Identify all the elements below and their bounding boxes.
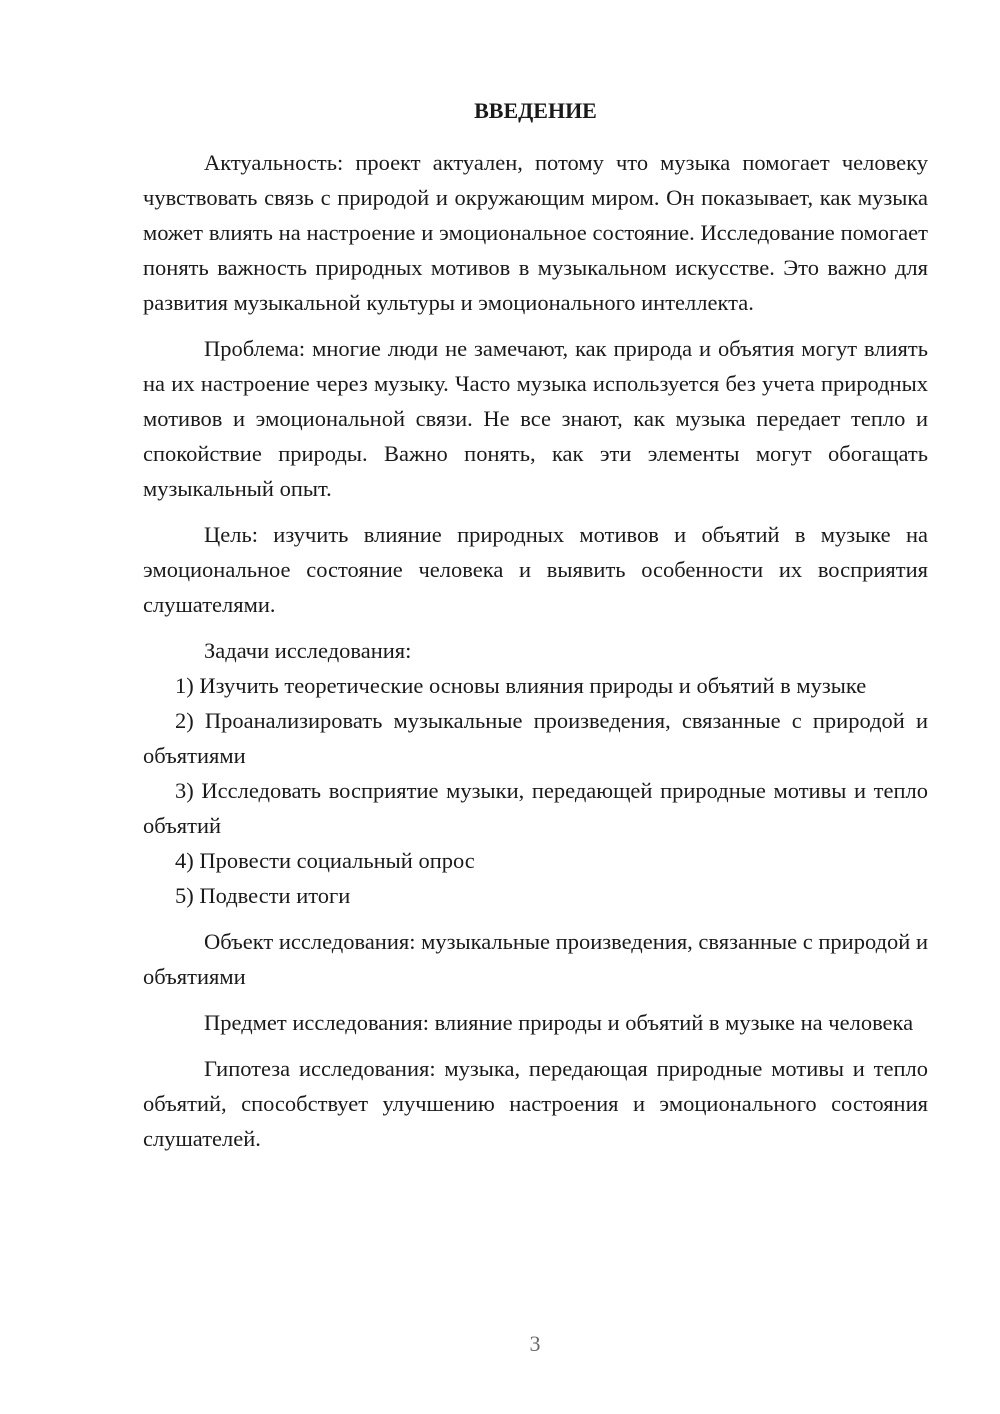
task-item-1: 1) Изучить теоретические основы влияния природы и объятий в музыке xyxy=(175,673,867,698)
paragraph-object: Объект исследования: музыкальные произведения, связанные с природой и объятиями xyxy=(143,929,928,989)
page-number: 3 xyxy=(529,1331,541,1356)
paragraph-problem: Проблема: многие люди не замечают, как природа и объятия могут влиять на их настроение через музыку. Часто музыка используется без учета природных мотивов и эмоциональной связи. Не все знают, как музыка передает тепло и спокойствие природы. Важно понять, как эти элементы могут обогащать музыкальный опыт. xyxy=(143,336,928,501)
task-item-5: 5) Подвести итоги xyxy=(175,883,351,908)
paragraph-subject: Предмет исследования: влияние природы и объятий в музыке на человека xyxy=(204,1010,914,1035)
task-item-3: 3) Исследовать восприятие музыки, передающей природные мотивы и тепло объятий xyxy=(143,778,928,838)
paragraph-goal: Цель: изучить влияние природных мотивов и объятий в музыке на эмоциональное состояние человека и выявить особенности их восприятия слушателями. xyxy=(143,522,928,617)
paragraph-relevance: Актуальность: проект актуален, потому что музыка помогает человеку чувствовать связь с природой и окружающим миром. Он показывает, как музыка может влиять на настроение и эмоциональное состояние. Исследование помогает понять важность природных мотивов в музыкальном искусстве. Это важно для развития музыкальной культуры и эмоционального интеллекта. xyxy=(143,150,928,315)
task-item-4: 4) Провести социальный опрос xyxy=(175,848,475,873)
page-title: ВВЕДЕНИЕ xyxy=(474,98,597,123)
tasks-heading: Задачи исследования: xyxy=(204,638,412,663)
task-item-2: 2) Проанализировать музыкальные произведения, связанные с природой и объятиями xyxy=(143,708,928,768)
document-page xyxy=(143,96,928,1156)
paragraph-hypothesis: Гипотеза исследования: музыка, передающая природные мотивы и тепло объятий, способствует улучшению настроения и эмоционального состояния слушателей. xyxy=(143,1056,928,1151)
